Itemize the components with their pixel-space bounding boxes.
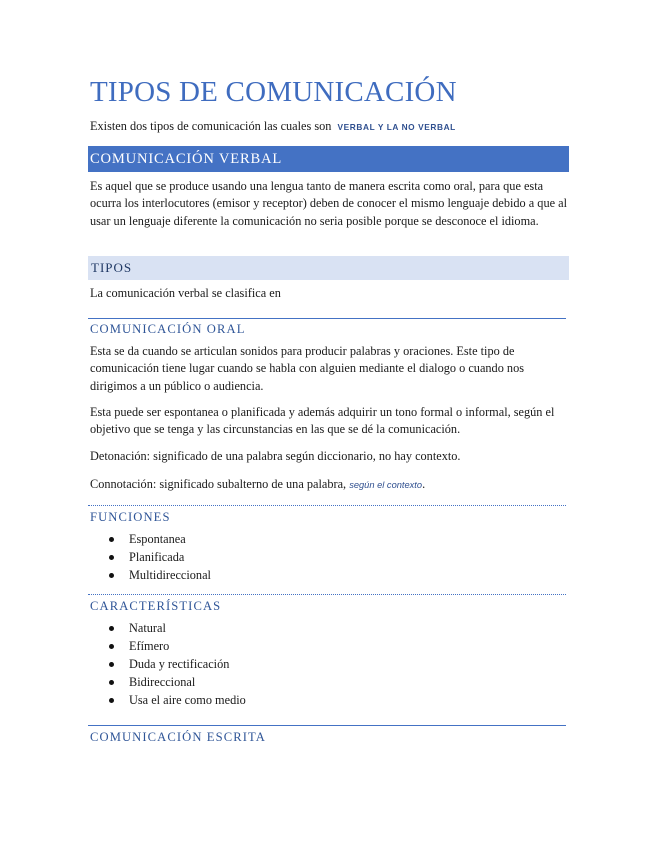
intro-emphasis: VERBAL Y LA NO VERBAL xyxy=(337,122,456,132)
list-item: Usa el aire como medio xyxy=(90,691,246,709)
oral-paragraph-1: Esta se da cuando se articulan sonidos para producir palabras y oraciones. Este tipo de comunicación tiene lugar cuando se habla con alguien mediante el dialogo o cuando nos dirigimos a un público o audiencia. xyxy=(90,344,524,393)
heading-comunicacion-oral: COMUNICACIÓN ORAL xyxy=(90,322,246,336)
dotted-divider xyxy=(88,594,566,595)
bullet-icon xyxy=(109,573,114,578)
list-item: Bidireccional xyxy=(90,673,246,691)
intro-paragraph xyxy=(90,117,456,136)
bullet-icon xyxy=(109,626,114,631)
connotation-emphasis: según el contexto xyxy=(349,480,423,490)
caracteristicas-list xyxy=(90,619,246,709)
dotted-divider xyxy=(88,505,566,506)
heading-comunicacion-escrita: COMUNICACIÓN ESCRITA xyxy=(90,730,266,744)
tipos-paragraph: La comunicación verbal se clasifica en xyxy=(90,286,281,300)
heading-comunicacion-verbal: COMUNICACIÓN VERBAL xyxy=(88,146,569,172)
funciones-list xyxy=(90,530,211,584)
heading-tipos: TIPOS xyxy=(88,256,569,280)
connotation-text: Connotación: significado subalterno de una palabra, xyxy=(90,477,347,491)
verbal-paragraph: Es aquel que se produce usando una lengua tanto de manera escrita como oral, para que esta ocurra los interlocutores (emisor y receptor) deben de conocer el mismo lenguaje debido a que al usar un lenguaje diferente la comunicación no seria posible porque se desconoce el idioma. xyxy=(90,179,568,228)
bullet-icon xyxy=(109,537,114,542)
bullet-icon xyxy=(109,698,114,703)
list-item: Duda y rectificación xyxy=(90,655,246,673)
heading-caracteristicas: CARACTERÍSTICAS xyxy=(90,599,222,613)
list-item: Efímero xyxy=(90,637,246,655)
list-item: Multidireccional xyxy=(90,566,211,584)
heading-funciones: FUNCIONES xyxy=(90,510,171,524)
oral-paragraph-3: Detonación: significado de una palabra según diccionario, no hay contexto. xyxy=(90,449,461,463)
oral-paragraph-4 xyxy=(90,476,569,494)
list-item: Natural xyxy=(90,619,246,637)
section-divider xyxy=(88,318,566,319)
bullet-icon xyxy=(109,662,114,667)
list-item: Planificada xyxy=(90,548,211,566)
connotation-end: . xyxy=(422,477,426,491)
bullet-icon xyxy=(109,555,114,560)
section-divider xyxy=(88,725,566,726)
intro-text: Existen dos tipos de comunicación las cuales son xyxy=(90,119,332,133)
bullet-icon xyxy=(109,644,114,649)
list-item: Espontanea xyxy=(90,530,211,548)
oral-paragraph-2: Esta puede ser espontanea o planificada y además adquirir un tono formal o informal, según el objetivo que se tenga y las circunstancias en las que se dé la comunicación. xyxy=(90,405,555,437)
document-title: TIPOS DE COMUNICACIÓN xyxy=(90,76,457,108)
bullet-icon xyxy=(109,680,114,685)
